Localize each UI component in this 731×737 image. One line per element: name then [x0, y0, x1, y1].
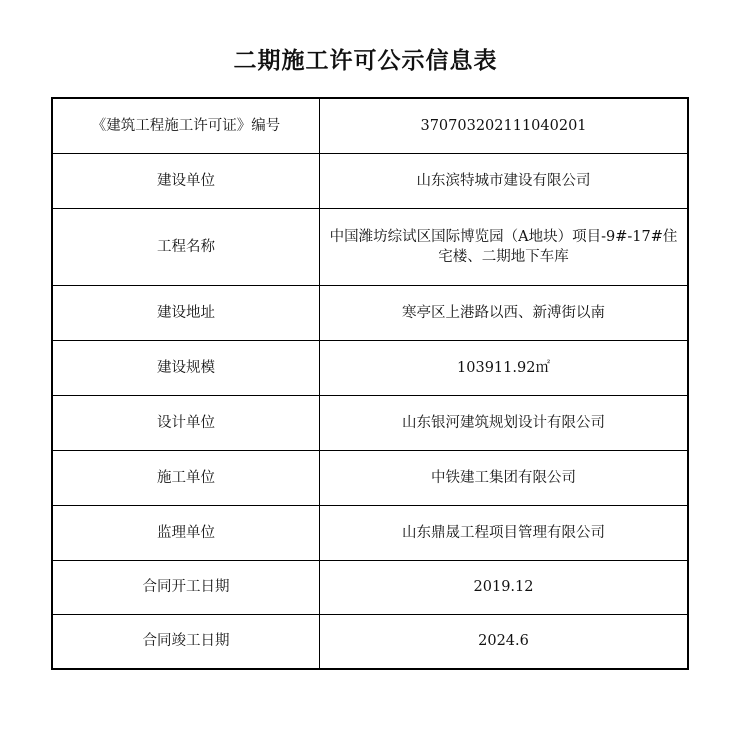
row-label: 《建筑工程施工许可证》编号 [52, 98, 320, 153]
row-label: 建设地址 [52, 285, 320, 340]
row-label: 施工单位 [52, 450, 320, 505]
table-row-supervision-unit [52, 505, 688, 560]
row-label: 建设规模 [52, 340, 320, 395]
row-value: 370703202111040201 [320, 98, 689, 153]
table-row-design-unit [52, 395, 688, 450]
row-value: 2019.12 [320, 560, 689, 614]
row-value: 中国潍坊综试区国际博览园（A地块）项目-9#-17#住宅楼、二期地下车库 [320, 208, 689, 285]
row-label: 监理单位 [52, 505, 320, 560]
table-row-developer [52, 153, 688, 208]
row-value: 山东滨特城市建设有限公司 [320, 153, 689, 208]
table-row-construction-unit [52, 450, 688, 505]
row-value: 山东银河建筑规划设计有限公司 [320, 395, 689, 450]
row-label: 建设单位 [52, 153, 320, 208]
table-row-project-name [52, 208, 688, 285]
row-label: 合同竣工日期 [52, 614, 320, 669]
row-label: 工程名称 [52, 208, 320, 285]
table-row-address [52, 285, 688, 340]
row-value: 2024.6 [320, 614, 689, 669]
row-value: 103911.92㎡ [320, 340, 689, 395]
table-row-start-date [52, 560, 688, 614]
row-label: 合同开工日期 [52, 560, 320, 614]
table-row-permit-number [52, 98, 688, 153]
row-value: 寒亭区上港路以西、新溥街以南 [320, 285, 689, 340]
info-table [51, 97, 689, 670]
row-label: 设计单位 [52, 395, 320, 450]
row-value: 山东鼎晟工程项目管理有限公司 [320, 505, 689, 560]
table-row-scale [52, 340, 688, 395]
page-title: 二期施工许可公示信息表 [233, 48, 498, 74]
row-value: 中铁建工集团有限公司 [320, 450, 689, 505]
table-row-completion-date [52, 614, 688, 669]
